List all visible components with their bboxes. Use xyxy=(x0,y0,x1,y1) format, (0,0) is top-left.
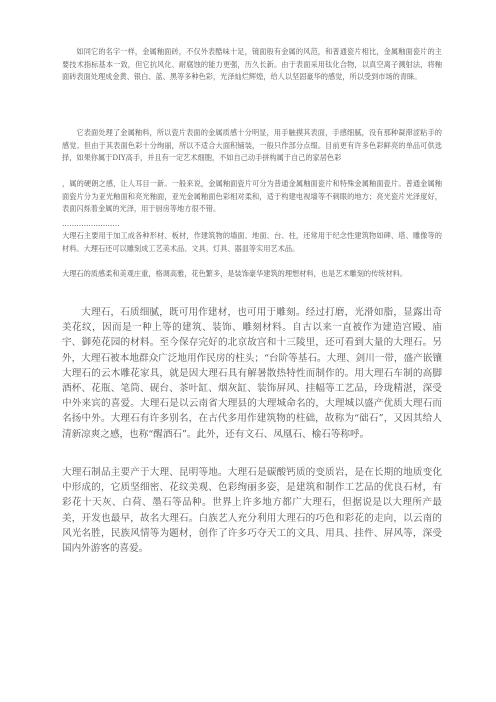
section-divider: …………………… xyxy=(62,219,120,228)
paragraph-marble-texture: 大理石的质感柔和美观庄重，格调高雅，花色繁多，是装饰豪华建筑的理想材料，也是艺术雕刻的传统材料。 xyxy=(62,269,408,278)
paragraph-marble-products: 大理石制品主要产于大理、昆明等地。大理石是碳酸钙质的变质岩，是在长期的地质变化中形成的，它质坚细密、花纹美观、色彩绚丽多姿，是建筑和制作工艺品的优良石材，有彩花十天灰、白荷、墨石等品种。世界上许多地方都广大理石，但据说是以大理所产最美，开发也最早，故名大理石。白族艺人充分利用大理石的巧色和彩花的走向，以云南的风光名胜，民族风情等为题材，创作了许多巧夺天工的文具、用具、挂件、屏风等，深受国内外游客的喜爱。 xyxy=(62,467,442,555)
paragraph-metal-glaze-types: ，属的硬朗之感，让人耳目一新。一般来说，金属釉面瓷片可分为普通金属釉面瓷片和特殊金属釉面瓷片。普通金属釉面瓷片分为亚光釉面和亮光釉面，亚光金属釉面色彩相对柔和，适于构建电视墙等不刺眼的地方；亮光瓷片光泽度好，表面闪烁着金属的光泽，用于厨房等地方很不错。 xyxy=(62,179,442,214)
paragraph-marble-uses: 大理石主要用于加工成各种形材、板材，作建筑物的墙面、地面、台、柱，还常用于纪念性建筑物如碑、塔、雕像等的材料。大理石还可以雕刻成工艺美术品、文具、灯具、器皿等实用艺术品。 xyxy=(62,231,442,253)
paragraph-metal-glaze-surface: 它表面处理了金属釉料，所以瓷片表面的金属质感十分明显，用手触摸其表面，手感细腻，没有那种凝滞涩粘手的感觉。但由于其表面色彩十分绚丽，所以不适合大面积铺装，一般只作部分点缀。目前更有许多色彩鲜亮的单品可供选择，如果你属于DIY高手，并且有一定艺术细胞，不如自己动手拼构属于自己的家居色彩 xyxy=(62,128,442,163)
paragraph-marble-history: 大理石，石质细腻，既可用作建材，也可用于雕刻。经过打磨，光滑如脂，显露出奇美花纹，因而是一种上等的建筑、装饰、雕刻材料。自古以来一直被作为建造宫殿、庙宇、御苑花园的材料。至今保存完好的北京故宫和十三陵里，还可看到大量的大理石。另外，大理石被本地群众广泛地用作民房的柱头；“台阶等基石。大理、剑川一带，盛产嵌镶大理石的云木雕花家具，就是因大理石具有解暑散热特性而制作的。用大理石车制的高脚酒杯、花瓶、笔筒、砚台、茶叶缸、烟灰缸、装饰屏风、挂幅等工艺品，玲珑精湛，深受中外来宾的喜爱。大理石是以云南省大理县的大理城命名的，大理城以盛产优质大理石而名扬中外。大理石有许多别名，在古代多用作建筑物的柱础，故称为“础石”，又因其给人清新凉爽之感，也称“醒酒石”。此外，还有文石、凤凰石、榆石等称呼。 xyxy=(62,307,442,440)
paragraph-metal-glaze-intro: 如同它的名字一样，金属釉面砖，不仅外表酷味十足，镜面般有金属的风范，和普通瓷片相比，金属釉面瓷片的主要技术指标基本一致，但它抗风化、耐腐蚀的能力更强，历久长新。由于表面采用钛化合物，以真空离子溅射法，将釉面砖表面处理成金黄、银白、蓝、黑等多种色彩，光泽灿烂辉煌，给人以坚固豪华的感觉，所以受到市场的青睐。 xyxy=(62,47,442,82)
